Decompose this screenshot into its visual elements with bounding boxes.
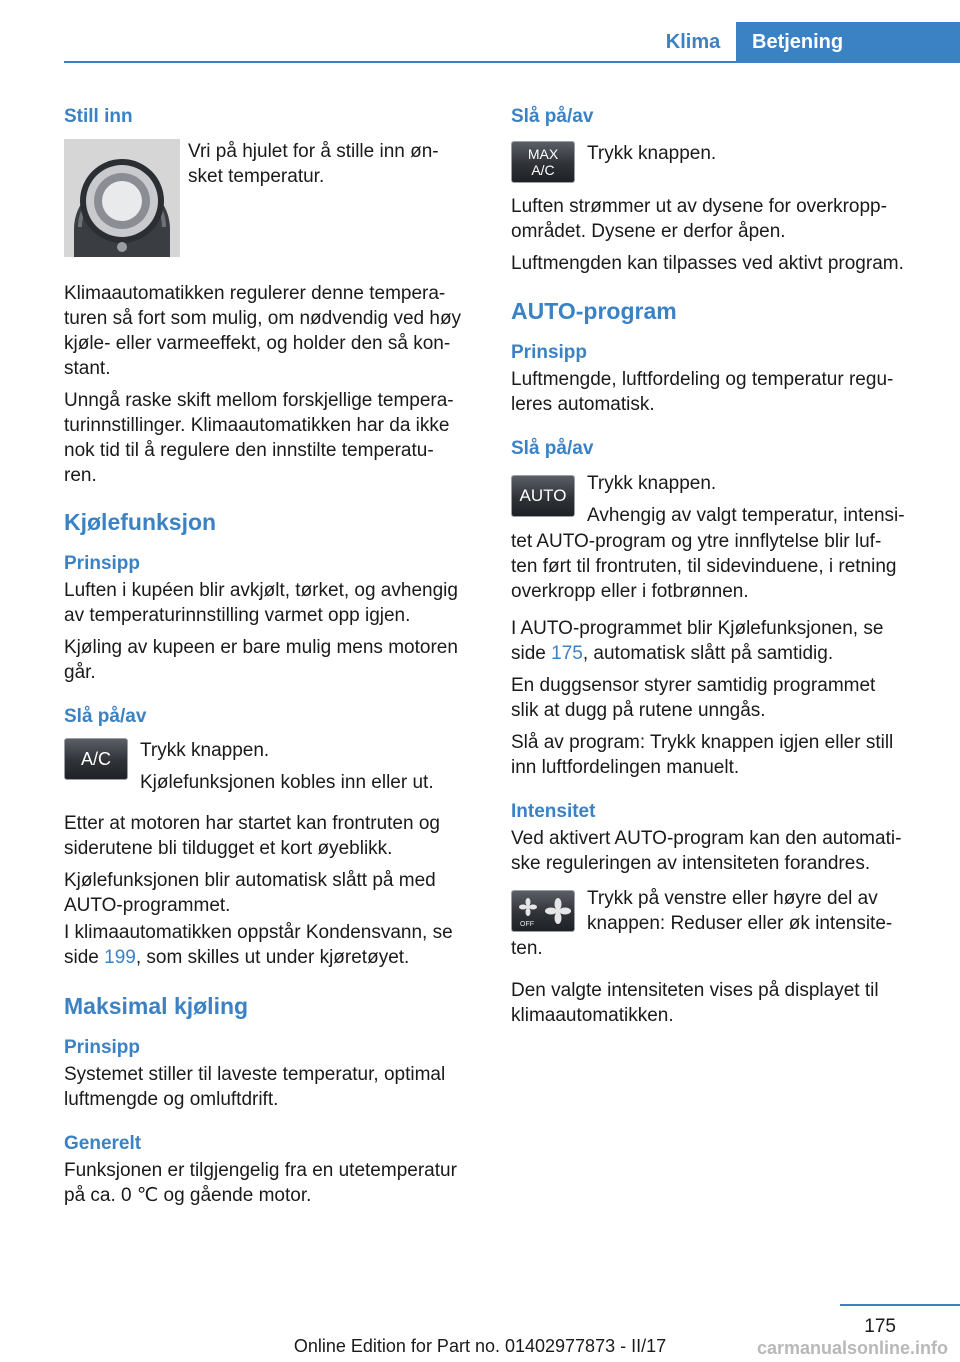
auto-button[interactable]: [511, 475, 575, 517]
kjole-p5-pre: side: [64, 947, 105, 968]
kjole-p1-line-1: Luften i kupéen blir avkjølt, tørket, og avhengig: [64, 580, 458, 601]
maks-p2-line-2: på ca. 0 ℃ og gående motor.: [64, 1185, 312, 1206]
page-link-175[interactable]: 175: [551, 643, 583, 664]
intensity-button[interactable]: [511, 890, 575, 932]
header-section-klima[interactable]: Klima: [665, 31, 721, 53]
kjole-p2-line-2: går.: [64, 662, 96, 683]
para1-line-3: kjøle- eller varmeeffekt, og holder den så kon-: [64, 333, 451, 354]
kjole-p2-line-1: Kjøling av kupeen er bare mulig mens motoren: [64, 637, 458, 658]
ac-button[interactable]: [64, 738, 128, 780]
auto-p4-line-1: Slå av program: Trykk knappen igjen eller still: [511, 732, 894, 753]
edition-footer: Online Edition for Part no. 01402977873 - II/17: [293, 1336, 667, 1356]
auto-p2-line-1: I AUTO-programmet blir Kjølefunksjonen, se: [511, 618, 884, 639]
auto-p3-line-1: En duggsensor styrer samtidig programmet: [511, 675, 876, 696]
maks-p1-line-1: Systemet stiller til laveste temperatur, optimal: [64, 1064, 446, 1085]
kjole-p5-line-1: I klimaautomatikken oppstår Kondensvann, se: [64, 922, 453, 943]
intensity-line-1: Trykk på venstre eller høyre del av: [587, 888, 878, 909]
intensitet-p2-line-2: klimaautomatikken.: [511, 1005, 674, 1026]
auto-p1-line-2: leres automatisk.: [511, 394, 655, 415]
intensitet-heading: Intensitet: [511, 801, 596, 822]
max-ac-button[interactable]: [511, 141, 575, 183]
maks-generelt-heading: Generelt: [64, 1133, 142, 1154]
left-column: [64, 100, 484, 1208]
kjole-p5-line-2: [64, 945, 484, 970]
auto-sla-heading: Slå på/av: [511, 438, 594, 459]
para2-line-4: ren.: [64, 465, 97, 486]
auto-cont-line-3: overkropp eller i fotbrønnen.: [511, 581, 749, 602]
temperature-wheel-image: [64, 139, 180, 257]
max-ac-label-ac: A/C: [531, 162, 555, 178]
maksimal-kjoling-heading: Maksimal kjøling: [64, 993, 249, 1019]
max-ac-label-max: MAX: [527, 146, 559, 162]
right-sla-heading: Slå på/av: [511, 106, 594, 127]
header-rule: [64, 61, 960, 63]
kjole-p4-line-1: Kjølefunksjonen blir automatisk slått på med: [64, 870, 436, 891]
ac-kobles-inn-ut: Kjølefunksjonen kobles inn eller ut.: [140, 772, 434, 793]
right-p1-line-1: Luften strømmer ut av dysene for overkropp-: [511, 196, 887, 217]
auto-p2-pre: side: [511, 643, 552, 664]
intensitet-p1-line-2: ske reguleringen av intensiteten forandres.: [511, 853, 871, 874]
intensitet-p2-line-1: Den valgte intensiteten vises på displayet til: [511, 980, 879, 1001]
kjole-p3-line-2: siderutene bli tildugget et kort øyeblikk.: [64, 838, 393, 859]
maks-prinsipp-heading: Prinsipp: [64, 1037, 141, 1058]
page-number: 175: [864, 1316, 896, 1337]
para1-line-2: turen så fort som mulig, om nødvendig ved høy: [64, 308, 462, 329]
watermark-logo: carmanualsonline.info: [756, 1338, 948, 1358]
max-ac-button-row: [511, 141, 931, 189]
auto-cont-line-1: tet AUTO-program og ytre innflytelse blir luf-: [511, 531, 882, 552]
kjolefunksjon-heading: Kjølefunksjon: [64, 509, 217, 535]
auto-p4-line-2: inn luftfordelingen manuelt.: [511, 757, 740, 778]
kjole-p1-line-2: av temperaturinnstilling varmet opp igjen.: [64, 605, 411, 626]
para2-line-2: turinnstillinger. Klimaautomatikken har da ikke: [64, 415, 450, 436]
para2-line-1: Unngå raske skift mellom forskjellige tempera-: [64, 390, 454, 411]
ac-button-label: A/C: [80, 749, 111, 769]
auto-p2-post: , automatisk slått på samtidig.: [582, 643, 834, 664]
auto-p2-line-2: [511, 641, 931, 666]
right-p2: Luftmengden kan tilpasses ved aktivt program.: [511, 253, 904, 274]
footer-rule: [840, 1304, 960, 1306]
ac-trykk-knappen: Trykk knappen.: [140, 740, 270, 761]
intensity-off-label: OFF: [520, 921, 534, 928]
kjole-p5-post: , som skilles ut under kjøretøyet.: [135, 947, 410, 968]
still-inn-line-1: Vri på hjulet for å stille inn øn-: [188, 141, 439, 162]
kjole-prinsipp-heading: Prinsipp: [64, 553, 141, 574]
temperature-wheel-icon: [64, 139, 180, 257]
maks-p1-line-2: luftmengde og omluftdrift.: [64, 1089, 279, 1110]
intensity-line-2: knappen: Reduser eller øk intensite-: [587, 913, 893, 934]
auto-p1-line-1: Luftmengde, luftfordeling og temperatur regu-: [511, 369, 894, 390]
para1-line-4: stant.: [64, 358, 111, 379]
kjole-sla-heading: Slå på/av: [64, 706, 147, 727]
auto-program-heading: AUTO-program: [511, 298, 677, 324]
still-inn-figure-row: [64, 139, 484, 269]
right-column: [511, 100, 931, 1028]
auto-prinsipp-heading: Prinsipp: [511, 342, 588, 363]
ac-button-row: [64, 738, 484, 798]
intensity-cont: ten.: [511, 938, 543, 959]
auto-cont-line-2: ten ført til frontruten, til sidevinduene, i retning: [511, 556, 897, 577]
right-p1-line-2: området. Dysene er derfor åpen.: [511, 221, 786, 242]
header-tab-betjening[interactable]: Betjening: [736, 22, 960, 62]
kjole-p4-line-2: AUTO-programmet.: [64, 895, 231, 916]
intensity-button-row: [511, 886, 931, 940]
max-ac-trykk-knappen: Trykk knappen.: [587, 143, 717, 164]
maks-p2-line-1: Funksjonen er tilgjengelig fra en utetemperatur: [64, 1160, 457, 1181]
intensitet-p1-line-1: Ved aktivert AUTO-program kan den automati-: [511, 828, 902, 849]
para2-line-3: nok tid til å regulere den innstilte temperatu-: [64, 440, 434, 461]
auto-button-row: [511, 471, 931, 529]
page-link-199[interactable]: 199: [104, 947, 136, 968]
still-inn-line-2: sket temperatur.: [188, 166, 325, 187]
para1-line-1: Klimaautomatikken regulerer denne tempera-: [64, 283, 446, 304]
auto-avhengig-line: Avhengig av valgt temperatur, intensi-: [587, 505, 905, 526]
auto-button-label: AUTO: [519, 486, 567, 505]
auto-p3-line-2: slik at dugg på rutene unngås.: [511, 700, 766, 721]
auto-trykk-knappen: Trykk knappen.: [587, 473, 717, 494]
still-inn-heading: Still inn: [64, 106, 133, 127]
fan-intensity-icon: [512, 891, 574, 931]
kjole-p3-line-1: Etter at motoren har startet kan frontruten og: [64, 813, 440, 834]
